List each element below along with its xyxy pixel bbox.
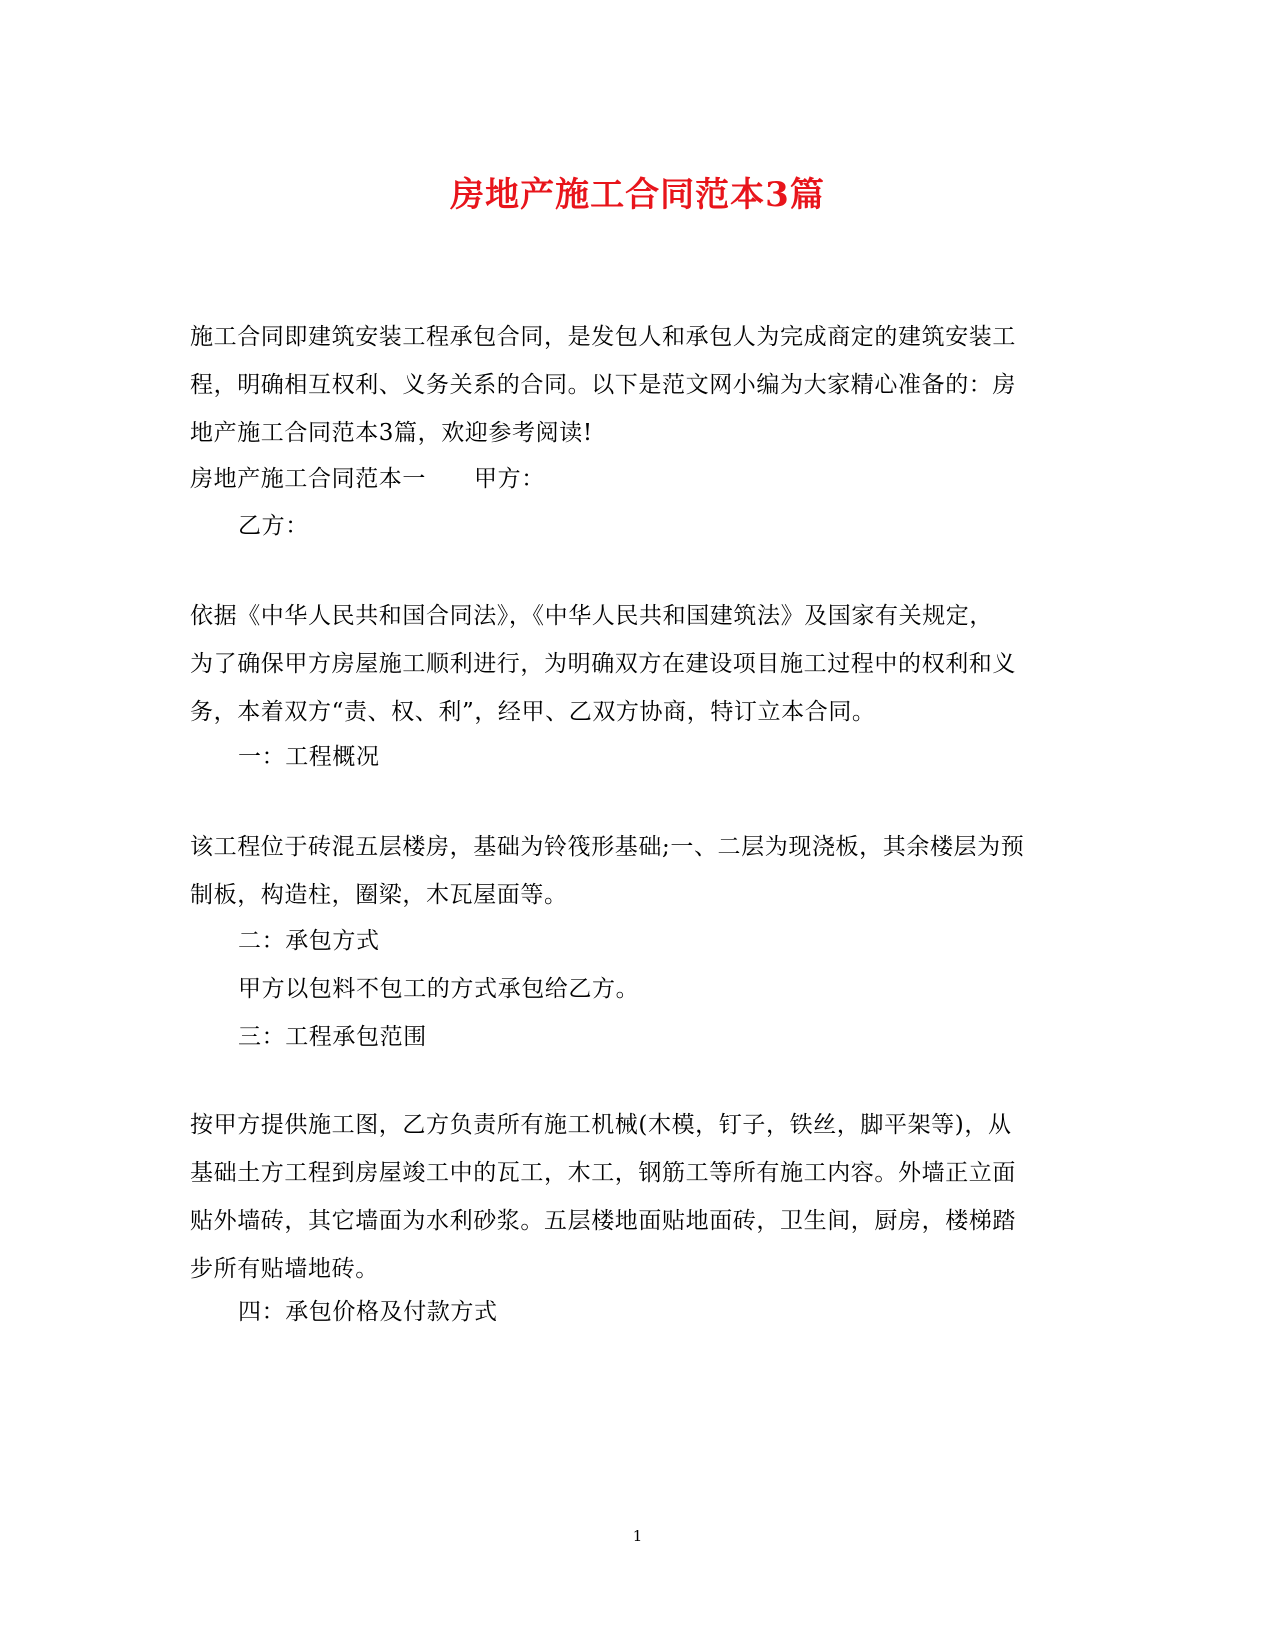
section3-line: 步所有贴墙地砖。 — [190, 1256, 379, 1282]
section4-heading: 四：承包价格及付款方式 — [238, 1299, 498, 1325]
intro-paragraph — [190, 313, 1080, 457]
section3-body — [190, 1101, 1080, 1293]
party-a-label: 甲方： — [474, 466, 545, 492]
intro-line: 程，明确相互权利、义务关系的合同。以下是范文网小编为大家精心准备的：房 — [190, 372, 1016, 398]
party-b-label: 乙方： — [238, 513, 309, 539]
sample-heading-line — [190, 455, 1080, 503]
intro-line: 施工合同即建筑安装工程承包合同，是发包人和承包人为完成商定的建筑安装工 — [190, 324, 1016, 350]
section2-block — [190, 917, 1080, 1061]
section1-heading: 一：工程概况 — [238, 744, 380, 770]
intro-line: 地产施工合同范本3篇，欢迎参考阅读! — [190, 420, 593, 446]
section2-heading: 二：承包方式 — [238, 928, 380, 954]
section3-line: 按甲方提供施工图，乙方负责所有施工机械(木模，钉子，铁丝，脚平架等)，从 — [190, 1112, 1012, 1138]
sample-heading: 房地产施工合同范本一 — [190, 466, 426, 492]
section1-body — [190, 823, 1080, 919]
section3-heading: 三：工程承包范围 — [238, 1024, 427, 1050]
section1-line: 该工程位于砖混五层楼房，基础为铃筏形基础;一、二层为现浇板，其余楼层为预 — [190, 834, 1025, 860]
party-b-line — [190, 502, 1080, 550]
section4-heading-block — [190, 1288, 1080, 1336]
page-number: 1 — [632, 1527, 643, 1545]
basis-paragraph — [190, 592, 1080, 736]
document-title: 房地产施工合同范本3篇 — [450, 175, 825, 215]
section1-heading-block — [190, 733, 1080, 781]
basis-line: 依据《中华人民共和国合同法》，《中华人民共和国建筑法》及国家有关规定， — [190, 603, 993, 629]
section1-line: 制板，构造柱，圈梁，木瓦屋面等。 — [190, 882, 568, 908]
section2-body: 甲方以包料不包工的方式承包给乙方。 — [238, 976, 640, 1002]
section3-line: 基础土方工程到房屋竣工中的瓦工，木工，钢筋工等所有施工内容。外墙正立面 — [190, 1160, 1016, 1186]
basis-line: 务，本着双方“责、权、利”，经甲、乙双方协商，特订立本合同。 — [190, 699, 876, 725]
basis-line: 为了确保甲方房屋施工顺利进行，为明确双方在建设项目施工过程中的权利和义 — [190, 651, 1016, 677]
section3-line: 贴外墙砖，其它墙面为水利砂浆。五层楼地面贴地面砖，卫生间，厨房，楼梯踏 — [190, 1208, 1016, 1234]
